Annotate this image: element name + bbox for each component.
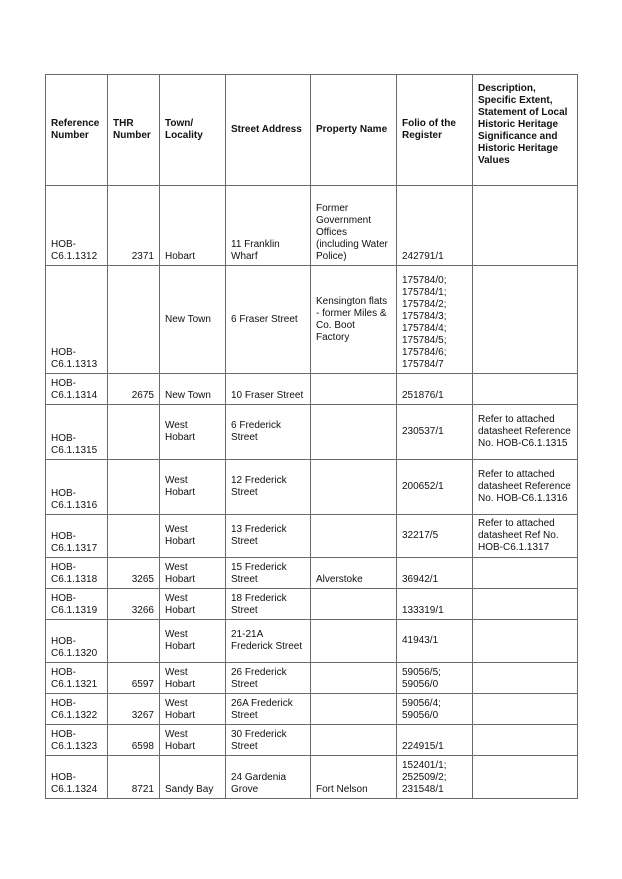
cell-property — [311, 663, 397, 694]
table-row — [46, 460, 578, 515]
cell-town: West Hobart — [160, 620, 226, 663]
cell-property — [311, 515, 397, 558]
cell-description: Refer to attached datasheet Ref No. HOB-C6.1.1317 — [473, 515, 578, 558]
cell-street: 10 Fraser Street — [226, 374, 311, 405]
cell-town: New Town — [160, 266, 226, 374]
cell-thr: 6597 — [108, 663, 160, 694]
cell-description — [473, 558, 578, 589]
cell-description: Refer to attached datasheet Reference No. HOB-C6.1.1315 — [473, 405, 578, 460]
table-row — [46, 663, 578, 694]
cell-town: West Hobart — [160, 589, 226, 620]
cell-thr — [108, 460, 160, 515]
header-thr-number: THR Number — [108, 75, 160, 186]
cell-reference: HOB-C6.1.1321 — [46, 663, 108, 694]
cell-town: West Hobart — [160, 405, 226, 460]
cell-folio: 59056/4; 59056/0 — [397, 694, 473, 725]
cell-town: West Hobart — [160, 515, 226, 558]
cell-folio: 133319/1 — [397, 589, 473, 620]
cell-folio: 152401/1; 252509/2; 231548/1 — [397, 756, 473, 799]
cell-town: West Hobart — [160, 694, 226, 725]
cell-folio: 230537/1 — [397, 405, 473, 460]
cell-town: West Hobart — [160, 725, 226, 756]
cell-folio: 32217/5 — [397, 515, 473, 558]
header-reference-number: Reference Number — [46, 75, 108, 186]
cell-folio: 41943/1 — [397, 620, 473, 663]
cell-property — [311, 694, 397, 725]
cell-property: Alverstoke — [311, 558, 397, 589]
cell-street: 12 Frederick Street — [226, 460, 311, 515]
cell-description — [473, 725, 578, 756]
cell-street: 6 Fraser Street — [226, 266, 311, 374]
cell-property — [311, 725, 397, 756]
cell-street: 15 Frederick Street — [226, 558, 311, 589]
table-row — [46, 694, 578, 725]
header-row — [46, 75, 578, 186]
cell-street: 26 Frederick Street — [226, 663, 311, 694]
cell-folio: 36942/1 — [397, 558, 473, 589]
table-row — [46, 725, 578, 756]
header-description: Description, Specific Extent, Statement of Local Historic Heritage Significance and Historic Heritage Values — [473, 75, 578, 186]
cell-reference: HOB-C6.1.1315 — [46, 405, 108, 460]
cell-street: 13 Frederick Street — [226, 515, 311, 558]
table-row — [46, 374, 578, 405]
table-row — [46, 405, 578, 460]
cell-thr — [108, 515, 160, 558]
cell-description — [473, 694, 578, 725]
cell-street: 18 Frederick Street — [226, 589, 311, 620]
table-row — [46, 589, 578, 620]
cell-street: 21-21A Frederick Street — [226, 620, 311, 663]
cell-description — [473, 374, 578, 405]
cell-town: West Hobart — [160, 558, 226, 589]
cell-thr — [108, 405, 160, 460]
cell-reference: HOB-C6.1.1316 — [46, 460, 108, 515]
cell-description — [473, 663, 578, 694]
header-property-name: Property Name — [311, 75, 397, 186]
table-row — [46, 620, 578, 663]
cell-reference: HOB-C6.1.1317 — [46, 515, 108, 558]
header-town-locality: Town/ Locality — [160, 75, 226, 186]
cell-property — [311, 374, 397, 405]
cell-reference: HOB-C6.1.1320 — [46, 620, 108, 663]
cell-street: 24 Gardenia Grove — [226, 756, 311, 799]
header-folio: Folio of the Register — [397, 75, 473, 186]
cell-thr: 2675 — [108, 374, 160, 405]
cell-thr: 2371 — [108, 186, 160, 266]
cell-property — [311, 405, 397, 460]
cell-folio: 59056/5; 59056/0 — [397, 663, 473, 694]
cell-folio: 200652/1 — [397, 460, 473, 515]
cell-street: 30 Frederick Street — [226, 725, 311, 756]
cell-street: 26A Frederick Street — [226, 694, 311, 725]
cell-description — [473, 186, 578, 266]
cell-folio: 224915/1 — [397, 725, 473, 756]
cell-town: New Town — [160, 374, 226, 405]
header-street-address: Street Address — [226, 75, 311, 186]
heritage-register-table — [45, 74, 578, 799]
cell-description — [473, 266, 578, 374]
cell-thr: 3266 — [108, 589, 160, 620]
cell-town: Hobart — [160, 186, 226, 266]
cell-property — [311, 620, 397, 663]
cell-property — [311, 589, 397, 620]
cell-reference: HOB-C6.1.1319 — [46, 589, 108, 620]
cell-reference: HOB-C6.1.1322 — [46, 694, 108, 725]
cell-reference: HOB-C6.1.1314 — [46, 374, 108, 405]
cell-street: 6 Frederick Street — [226, 405, 311, 460]
cell-thr: 3267 — [108, 694, 160, 725]
cell-reference: HOB-C6.1.1318 — [46, 558, 108, 589]
cell-reference: HOB-C6.1.1324 — [46, 756, 108, 799]
cell-folio: 175784/0; 175784/1; 175784/2; 175784/3; 175784/4; 175784/5; 175784/6; 175784/7 — [397, 266, 473, 374]
table-row — [46, 186, 578, 266]
cell-description — [473, 620, 578, 663]
cell-town: West Hobart — [160, 663, 226, 694]
cell-thr: 8721 — [108, 756, 160, 799]
cell-town: West Hobart — [160, 460, 226, 515]
cell-street: 11 Franklin Wharf — [226, 186, 311, 266]
cell-town: Sandy Bay — [160, 756, 226, 799]
cell-thr — [108, 620, 160, 663]
cell-property: Former Government Offices (including Water Police) — [311, 186, 397, 266]
cell-reference: HOB-C6.1.1313 — [46, 266, 108, 374]
cell-reference: HOB-C6.1.1323 — [46, 725, 108, 756]
table-row — [46, 558, 578, 589]
cell-thr: 3265 — [108, 558, 160, 589]
cell-property: Fort Nelson — [311, 756, 397, 799]
table-row — [46, 266, 578, 374]
cell-thr: 6598 — [108, 725, 160, 756]
table-row — [46, 515, 578, 558]
cell-description — [473, 589, 578, 620]
cell-property — [311, 460, 397, 515]
cell-folio: 251876/1 — [397, 374, 473, 405]
cell-folio: 242791/1 — [397, 186, 473, 266]
cell-description: Refer to attached datasheet Reference No. HOB-C6.1.1316 — [473, 460, 578, 515]
cell-thr — [108, 266, 160, 374]
cell-reference: HOB-C6.1.1312 — [46, 186, 108, 266]
cell-description — [473, 756, 578, 799]
table-row — [46, 756, 578, 799]
cell-property: Kensington flats - former Miles & Co. Boot Factory — [311, 266, 397, 374]
